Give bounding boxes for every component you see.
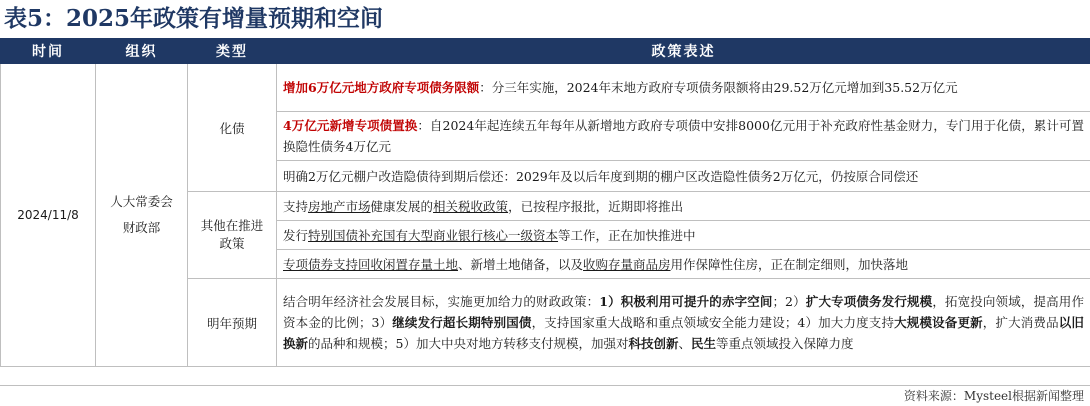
underlined-text: 专项债券支持回收闲置存量土地 (283, 256, 459, 272)
policy-land-housing (277, 250, 1090, 279)
bold-text: 民生 (691, 336, 717, 351)
org-mof: 财政部 (122, 220, 161, 235)
underlined-text: 收购存量商品房 (583, 256, 671, 272)
underlined-text: 房地产市场 (308, 198, 371, 214)
org-npc: 人大常委会 (110, 194, 173, 209)
underlined-text: 相关税收政策 (433, 198, 509, 214)
policy-debt-swap (277, 112, 1090, 161)
header-time: 时间 (1, 39, 96, 64)
bold-text: 继续发行超长期特别国债 (392, 315, 532, 330)
underlined-text: 特别国债补充国有大型商业银行核心一级资本 (308, 227, 559, 243)
date-cell: 2024/11/8 (1, 64, 96, 367)
policy-special-debt-limit (277, 64, 1090, 112)
bold-text: 大规模设备更新 (894, 315, 983, 330)
bold-text: 1）积极 (599, 294, 647, 309)
emphasis-text: 增加6万亿元地方政府专项债务限额 (283, 80, 480, 95)
header-policy: 政策表述 (277, 39, 1090, 64)
type-debt: 化债 (188, 64, 277, 192)
policy-text: ：分三年实施，2024年末地方政府专项债务限额将由29.52万亿元增加到35.52万亿元 (479, 80, 958, 95)
policy-text: 支持 (283, 198, 309, 214)
policy-text: 用作保障性住房，正在制定细则，加快落地 (670, 256, 909, 272)
policy-text: 发行 (283, 227, 309, 243)
bold-text: 以旧换新 (283, 315, 1084, 351)
policy-special-bond-bank (277, 221, 1090, 250)
header-row (1, 39, 1090, 64)
policy-real-estate-tax (277, 192, 1090, 221)
bold-text: 科技创新 (628, 336, 679, 351)
policy-text: ，拓宽投向领域，提高用作资本金的比例；3） (283, 294, 1084, 330)
header-type: 类型 (188, 39, 277, 64)
policy-text: ：自2024年起连续五年每年从新增地方政府专项债中安排8000亿元用于补充政府性基金财力，专门用于化债，累计可置换隐性债务4万亿元 (283, 118, 1084, 154)
policy-text: 健康发展的 (370, 198, 434, 214)
policy-text: 、 (678, 336, 692, 351)
policy-text: ，已按程序报批，近期即将推出 (508, 198, 684, 214)
bottom-divider (0, 385, 1090, 386)
policy-text: 、新增土地储备，以及 (458, 256, 584, 272)
policy-text: 的品种和规模；5）加大中央对地方转移支付规模，加强对 (308, 336, 629, 351)
org-cell (96, 64, 188, 367)
policy-table (0, 38, 1090, 367)
bold-text: 扩大专项债务发行规模 (805, 294, 933, 309)
policy-text: ，支持国家重大战略和重点领域安全能力建设；4）加大力度支持 (531, 315, 895, 330)
policy-text: 等重点领域投入保障力度 (716, 336, 854, 351)
table-title: 表5：2025年政策有增量预期和空间 (4, 5, 384, 32)
emphasis-text: 4万亿元新增专项债置换 (283, 118, 418, 133)
header-org: 组织 (96, 39, 188, 64)
source-note: 资料来源：Mysteel根据新闻整理 (903, 389, 1084, 403)
policy-next-year (277, 279, 1090, 367)
type-other: 其他在推进政策 (188, 192, 277, 279)
policy-text: 等工作，正在加快推进中 (558, 227, 696, 243)
type-next-year: 明年预期 (188, 279, 277, 367)
table-row (1, 64, 1090, 112)
policy-text: ；2） (772, 294, 806, 309)
policy-text: ，扩大消费品 (982, 315, 1059, 330)
policy-shantytown-debt: 明确2万亿元棚户改造隐债待到期后偿还：2029年及以后年度到期的棚户区改造隐性债务2万亿元，仍按原合同偿还 (277, 161, 1090, 192)
bold-text: 利用可提升的赤字空间 (646, 294, 773, 309)
policy-text: 结合明年经济社会发展目标，实施更加给力的财政政策： (283, 294, 600, 309)
